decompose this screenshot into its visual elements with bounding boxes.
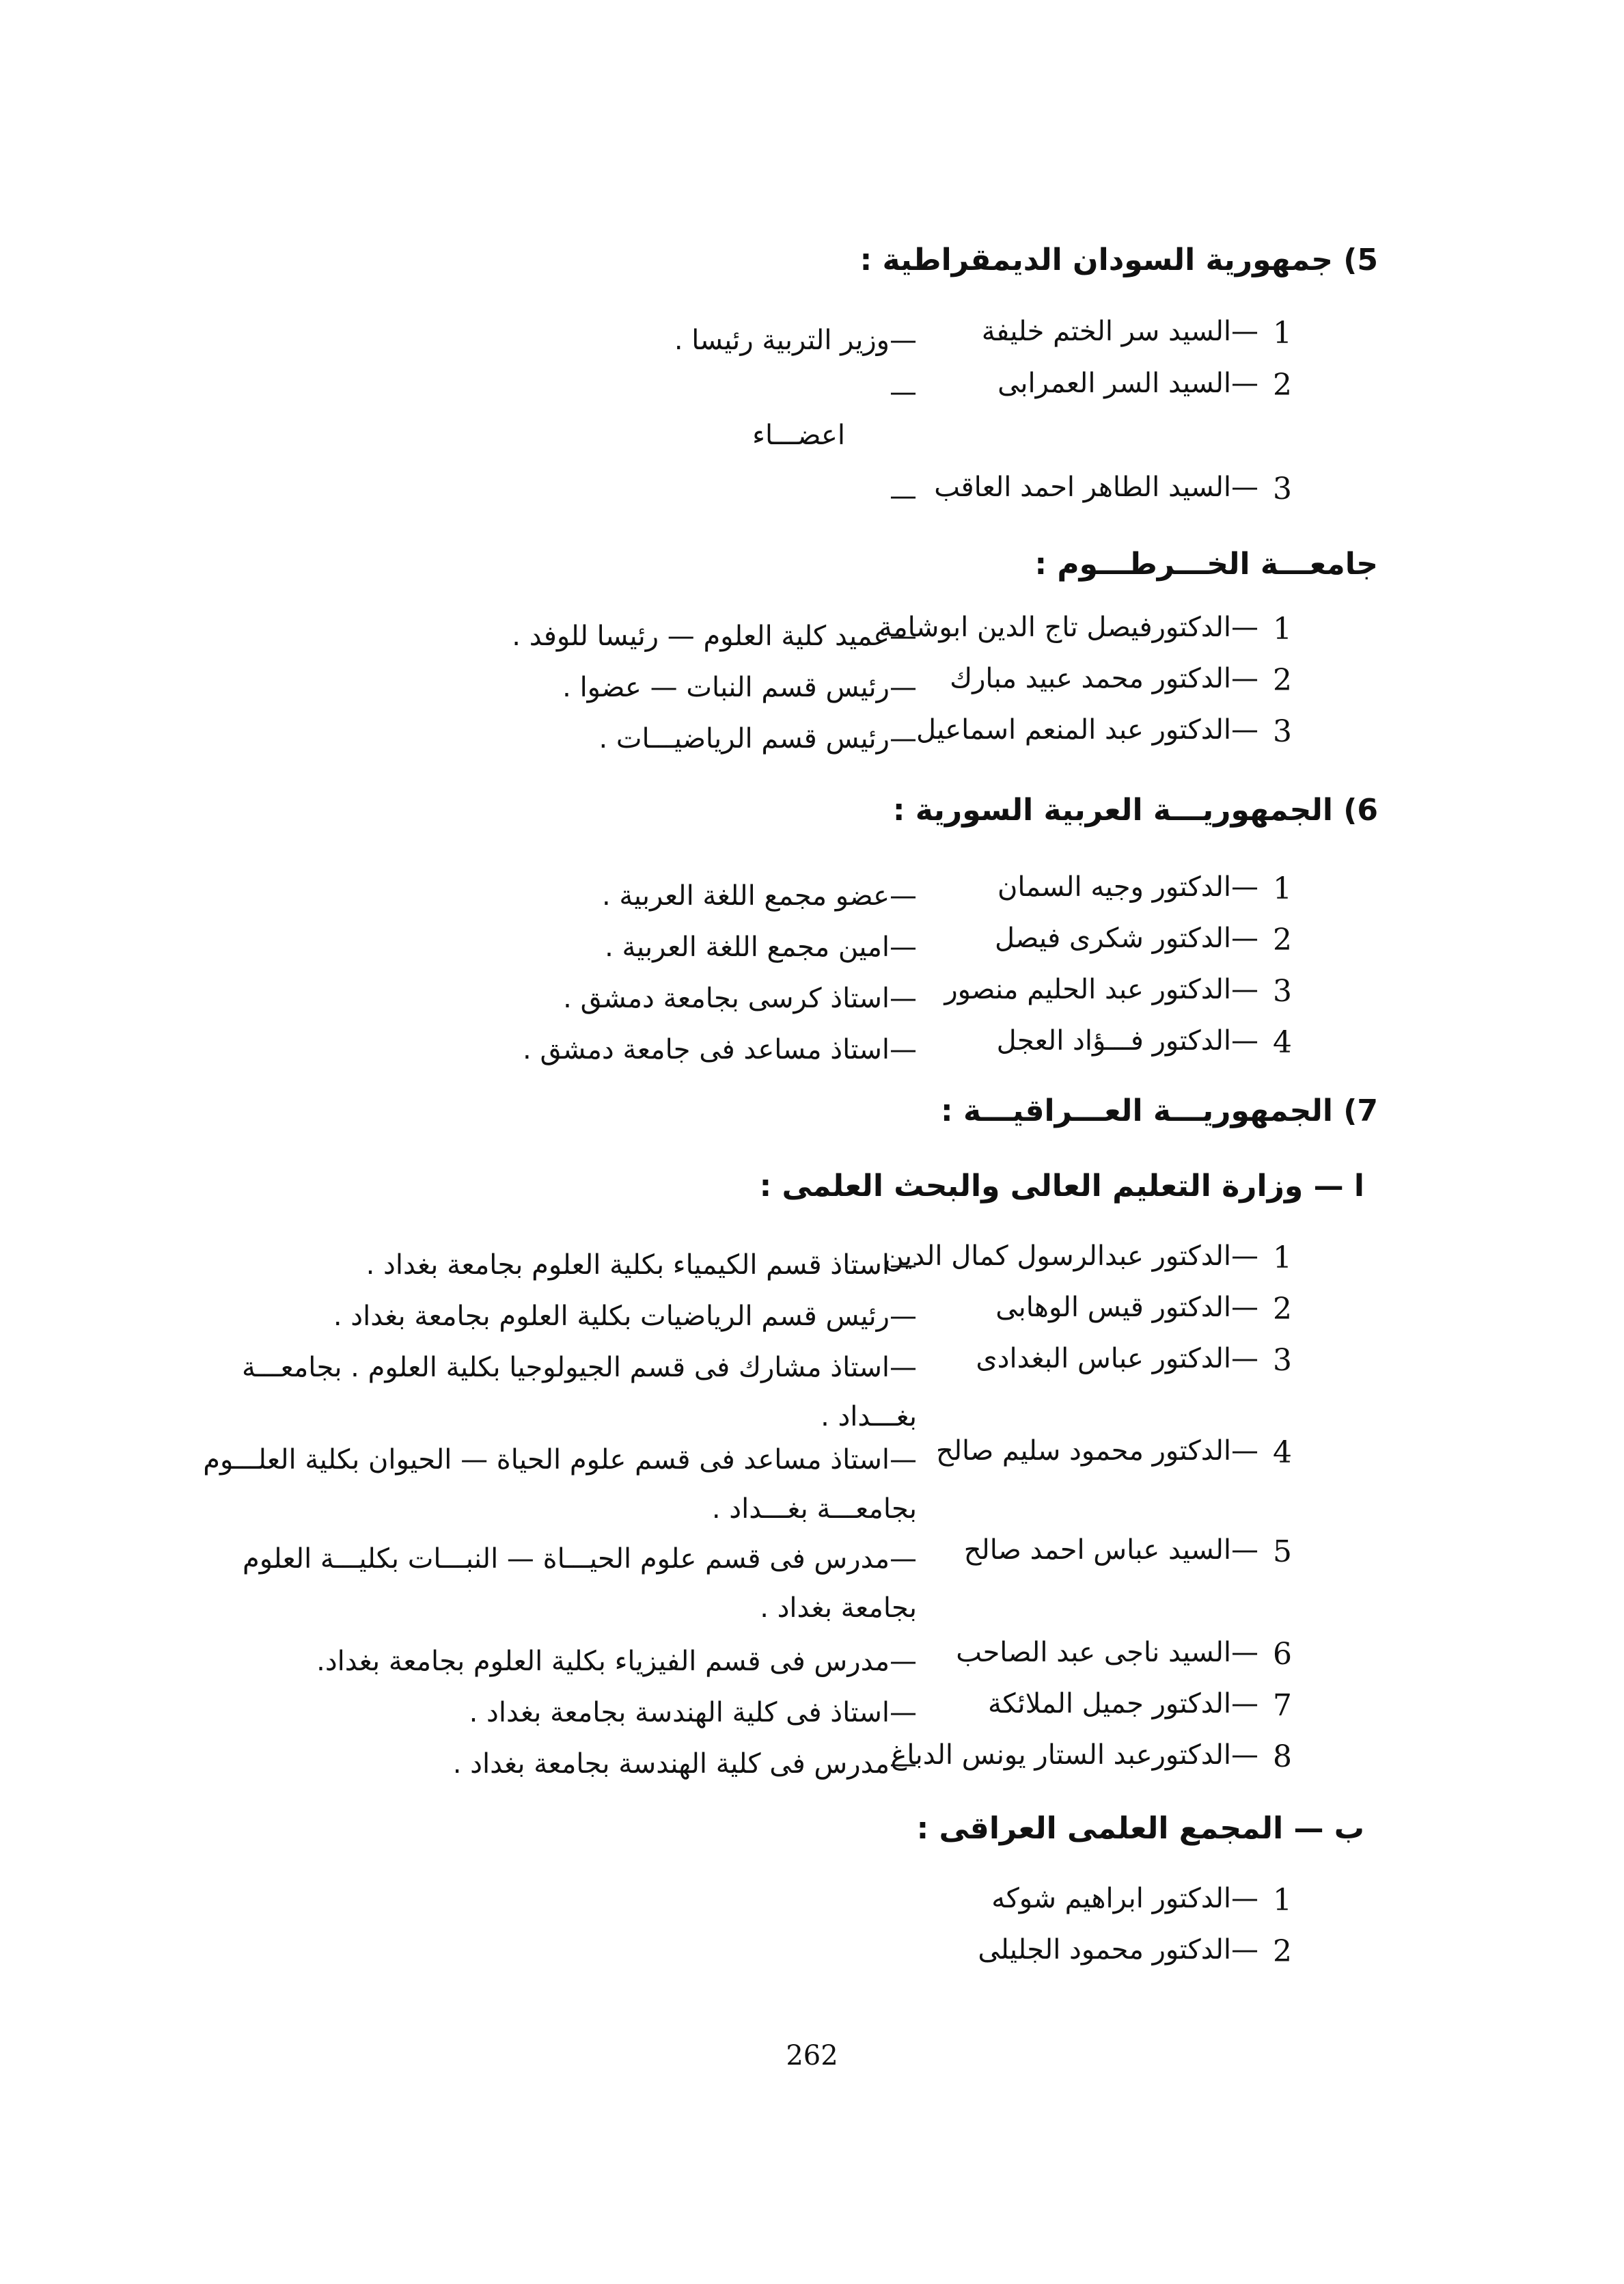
item-number: 1	[1273, 1883, 1292, 1918]
member-name: — الدكتور محمد عبيد مبارك	[950, 663, 1258, 694]
section-heading-iraq: 7) الجمهوريـــة العـــراقيـــة :	[941, 1093, 1378, 1128]
section-heading-sudan: 5) جمهورية السودان الديمقراطية :	[859, 243, 1378, 277]
list-item	[176, 1343, 1296, 1439]
list-item	[176, 1240, 1296, 1281]
members-label: اعضـــاء	[752, 420, 845, 451]
member-role: — استاذ مشارك فى قسم الجيولوجيا بكلية العلوم . بجامعـــة بغـــداد .	[199, 1343, 917, 1441]
list-item	[176, 871, 1296, 912]
list-item	[176, 923, 1296, 964]
item-number: 2	[1273, 368, 1292, 403]
member-name: — الدكتور جميل الملائكة	[988, 1688, 1258, 1719]
list-item	[176, 472, 1296, 513]
member-role: — رئيس قسم الرياضيـــات .	[199, 714, 917, 763]
item-number: 8	[1273, 1739, 1292, 1774]
item-number: 5	[1273, 1534, 1292, 1569]
member-role: — استاذ مساعد فى جامعة دمشق .	[199, 1025, 917, 1074]
member-name: — السيد الطاهر احمد العاقب	[934, 472, 1258, 503]
item-number: 1	[1273, 612, 1292, 647]
list-item	[176, 1534, 1296, 1630]
list-item	[176, 663, 1296, 704]
list-item	[176, 1637, 1296, 1678]
member-name: — الدكتورعبد الستار يونس الدباغ	[891, 1739, 1258, 1771]
item-number: 2	[1273, 663, 1292, 698]
member-name: — الدكتور فـــؤاد العجل	[997, 1025, 1258, 1057]
member-role: — استاذ كرسى بجامعة دمشق .	[199, 974, 917, 1023]
list-item	[176, 1025, 1296, 1066]
item-number: 1	[1273, 871, 1292, 906]
member-name: — السيد السر العمرابى	[997, 368, 1258, 399]
member-name: — الدكتور عبد المنعم اسماعيل	[916, 714, 1258, 746]
member-role: — مدرس فى كلية الهندسة بجامعة بغداد .	[199, 1739, 917, 1789]
item-number: 1	[1273, 1240, 1292, 1275]
item-number: 3	[1273, 472, 1292, 506]
item-number: 2	[1273, 1934, 1292, 1969]
member-role: — مدرس فى قسم الفيزياء بكلية العلوم بجامعة بغداد.	[199, 1637, 917, 1686]
subsection-heading-ministry: ا — وزارة التعليم العالى والبحث العلمى :	[759, 1169, 1364, 1204]
item-number: 3	[1273, 974, 1292, 1009]
item-number: 4	[1273, 1435, 1292, 1470]
member-name: — الدكتور عبد الحليم منصور	[944, 974, 1258, 1005]
member-name: — الدكتور وجيه السمان	[997, 871, 1258, 903]
member-name: — الدكتور عبدالرسول كمال الدين	[884, 1240, 1258, 1272]
item-number: 3	[1273, 1343, 1292, 1378]
member-name: — الدكتور محمود سليم صالح	[936, 1435, 1258, 1467]
member-role: — استاذ قسم الكيمياء بكلية العلوم بجامعة بغداد .	[199, 1240, 917, 1290]
item-number: 2	[1273, 1292, 1292, 1327]
item-number: 1	[1273, 316, 1292, 351]
member-name: — السيد عباس احمد صالح	[964, 1534, 1258, 1566]
item-number: 3	[1273, 714, 1292, 749]
member-role: — امين مجمع اللغة العربية .	[199, 923, 917, 972]
section-heading-syria: 6) الجمهوريـــة العربية السورية :	[892, 793, 1378, 828]
member-role: — استاذ مساعد فى قسم علوم الحياة — الحيوان بكلية العلـــوم بجامعـــة بغـــداد .	[199, 1435, 917, 1534]
list-item	[176, 368, 1296, 409]
item-number: 7	[1273, 1688, 1292, 1723]
member-role: — مدرس فى قسم علوم الحيـــاة — النبـــات بكليـــة العلوم بجامعة بغداد .	[199, 1534, 917, 1633]
subsection-heading-academy: ب — المجمع العلمى العراقى :	[916, 1811, 1364, 1846]
member-role: — وزير التربية رئيسا .	[199, 316, 917, 365]
member-role: — استاذ فى كلية الهندسة بجامعة بغداد .	[199, 1688, 917, 1737]
list-item	[176, 1883, 1296, 1924]
item-number: 4	[1273, 1025, 1292, 1060]
list-item	[176, 1435, 1296, 1531]
list-item	[176, 612, 1296, 653]
item-number: 6	[1273, 1637, 1292, 1672]
list-item	[176, 316, 1296, 357]
member-role: — عميد كلية العلوم — رئيسا للوفد .	[199, 612, 917, 661]
item-number: 2	[1273, 923, 1292, 957]
member-role: — رئيس قسم الرياضيات بكلية العلوم بجامعة بغداد .	[199, 1292, 917, 1341]
member-role: — رئيس قسم النبات — عضوا .	[199, 663, 917, 712]
list-item	[176, 714, 1296, 755]
section-heading-khartoum: جامعـــة الخـــرطـــوم :	[1034, 547, 1378, 582]
member-name: — الدكتور عباس البغدادى	[976, 1343, 1258, 1374]
list-item	[176, 1292, 1296, 1333]
member-name: — الدكتور محمود الجليلى	[978, 1934, 1258, 1966]
list-item	[176, 1688, 1296, 1729]
member-name: — الدكتور ابراهيم شوكه	[991, 1883, 1258, 1914]
member-role	[199, 472, 917, 521]
member-name: — السيد سر الختم خليفة	[982, 316, 1258, 347]
member-role: — عضو مجمع اللغة العربية .	[199, 871, 917, 921]
member-name: — الدكتورفيصل تاج الدين ابوشامة	[879, 612, 1258, 643]
list-item	[176, 1934, 1296, 1975]
list-item	[176, 974, 1296, 1015]
member-role	[199, 368, 917, 417]
member-name: — الدكتور شكرى فيصل	[995, 923, 1258, 954]
member-name: — السيد ناجى عبد الصاحب	[956, 1637, 1258, 1668]
list-item	[176, 1739, 1296, 1780]
page-number: 262	[786, 2040, 838, 2071]
member-name: — الدكتور قيس الوهابى	[995, 1292, 1258, 1323]
